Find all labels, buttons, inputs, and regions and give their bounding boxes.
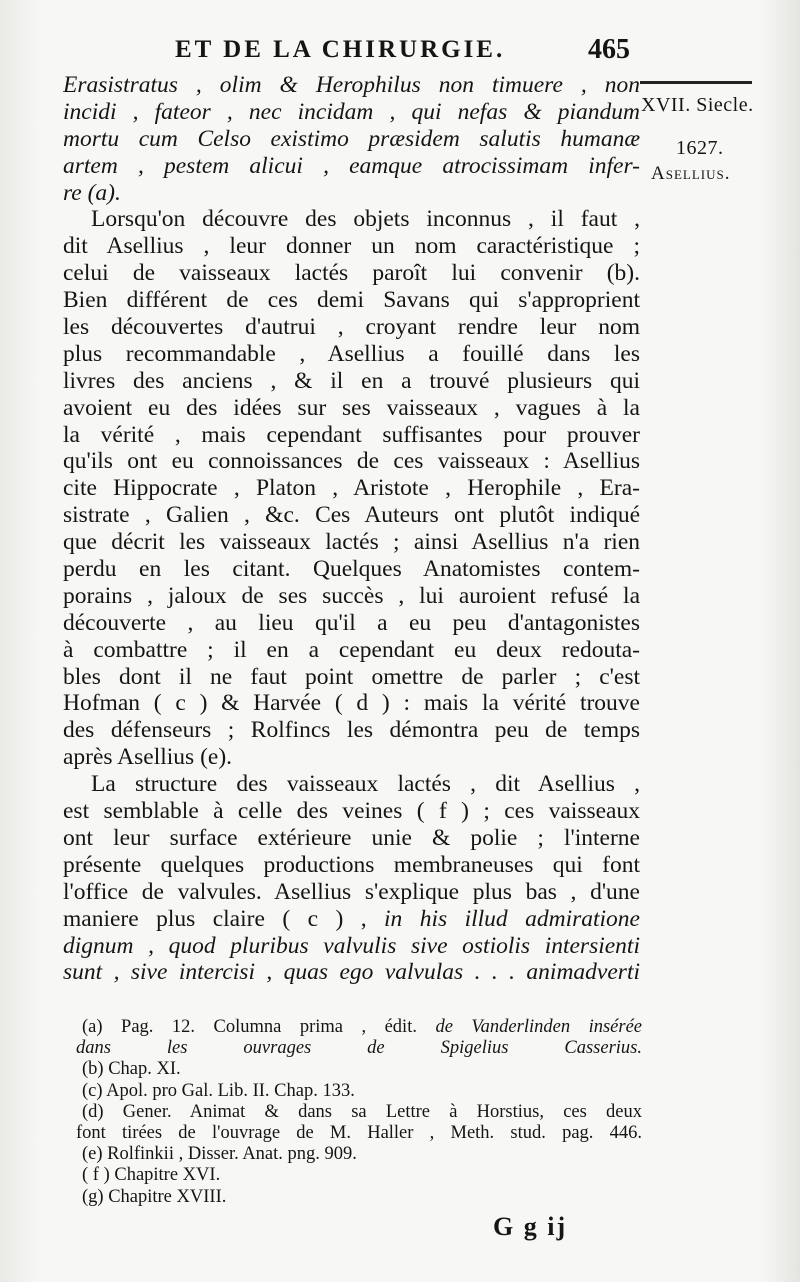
- main-text-block: [63, 72, 640, 986]
- text-line: cite Hippocrate , Platon , Aristote , Herophile , Era-: [63, 475, 640, 502]
- text-line: porains , jaloux de ses succès , lui auroient refusé la: [63, 582, 640, 609]
- text-line: plus recommandable , Asellius a fouillé dans les: [63, 340, 640, 367]
- footnote-roman: (e) Rolfinkii , Disser. Anat. png. 909.: [82, 1144, 357, 1165]
- text-line: La structure des vaisseaux lactés , dit Asellius ,: [91, 771, 640, 798]
- footnotes-block: [76, 1017, 642, 1208]
- footnote-italic: de Vanderlinden insérée: [435, 1017, 642, 1037]
- text-line: sistrate , Galien , &c. Ces Auteurs ont plutôt indiqué: [63, 502, 640, 529]
- text-line: la vérité , mais cependant suffisantes pour prouver: [63, 421, 640, 448]
- text-line: dignum , quod pluribus valvulis sive ostiolis intersienti: [63, 932, 640, 959]
- footnote-line: [76, 1038, 642, 1059]
- text-line: Bien différent de ces demi Savans qui s'approprient: [63, 287, 640, 314]
- text-line: après Asellius (e).: [63, 744, 233, 771]
- text-line: bles dont il ne faut point omettre de parler ; c'est: [63, 663, 640, 690]
- text-line: Lorsqu'on découvre des objets inconnus , il faut ,: [91, 206, 640, 233]
- footnote-line: [82, 1059, 642, 1080]
- text-line: artem , pestem alicui , eamque atrocissimam infer-: [63, 152, 640, 179]
- text-line: est semblable à celle des veines ( f ) ; ces vaisseaux: [63, 798, 640, 825]
- footnote-line: [82, 1102, 642, 1123]
- signature-mark: G g ij: [493, 1212, 568, 1241]
- footnote-roman: ( f ) Chapitre XVI.: [82, 1165, 221, 1186]
- running-header: ET DE LA CHIRURGIE.: [175, 36, 506, 63]
- footnote-line: [82, 1081, 642, 1102]
- footnote-line: [76, 1123, 642, 1144]
- margin-note-century: XVII. Siecle.: [641, 94, 754, 116]
- footnote-line: [82, 1017, 642, 1038]
- text-line: sunt , sive intercisi , quas ego valvulas . . . animadverti: [63, 959, 640, 986]
- footnote-italic: dans les ouvrages de Spigelius Casserius.: [76, 1038, 642, 1059]
- footnote-line: [82, 1165, 642, 1186]
- text-line-italic: in his illud admiratione: [384, 905, 640, 932]
- text-line: perdu en les citant. Quelques Anatomistes contem-: [63, 556, 640, 583]
- footnote-roman: (g) Chapitre XVIII.: [82, 1186, 227, 1207]
- text-line: découverte , au lieu qu'il a eu peu d'antagonistes: [63, 609, 640, 636]
- text-line-roman: maniere plus claire ( c ) ,: [63, 905, 385, 932]
- text-line: l'office de valvules. Asellius s'explique plus bas , d'une: [63, 878, 640, 905]
- text-line: présente quelques productions membraneuses qui font: [63, 851, 640, 878]
- footnote-roman: font tirées de l'ouvrage de M. Haller , Meth. stud. pag. 446.: [76, 1122, 642, 1143]
- text-line: celui de vaisseaux lactés paroît lui convenir (b).: [63, 260, 640, 287]
- text-line: Hofman ( c ) & Harvée ( d ) : mais la vérité trouve: [63, 690, 640, 717]
- text-line: [63, 906, 640, 933]
- footnote-roman: (d) Gener. Animat & dans sa Lettre à Horstius, ces deux: [82, 1101, 642, 1122]
- footnote-roman: (b) Chap. XI.: [82, 1059, 181, 1080]
- text-line: ont leur surface extérieure unie & polie ; l'interne: [63, 824, 640, 851]
- text-line: livres des anciens , & il en a trouvé plusieurs qui: [63, 367, 640, 394]
- text-line: à combattre ; il en a cependant eu deux redouta-: [63, 636, 640, 663]
- page-number: 465: [588, 34, 630, 65]
- footnote-roman: (a) Pag. 12. Columna prima , édit.: [82, 1017, 436, 1037]
- text-line: Erasistratus , olim & Herophilus non timuere , non: [63, 72, 640, 98]
- margin-note-year: 1627.: [676, 137, 724, 159]
- text-line: incidi , fateor , nec incidam , qui nefas & piandum: [63, 98, 640, 125]
- footnote-line: [82, 1144, 642, 1165]
- text-line: les découvertes d'autrui , croyant rendre leur nom: [63, 314, 640, 341]
- text-line: re (a).: [63, 179, 121, 206]
- text-line: qu'ils ont eu connoissances de ces vaisseaux : Asellius: [63, 448, 640, 475]
- footnote-roman: (c) Apol. pro Gal. Lib. II. Chap. 133.: [82, 1080, 355, 1101]
- text-line: dit Asellius , leur donner un nom caractéristique ;: [63, 233, 640, 260]
- text-line: avoient eu des idées sur ses vaisseaux , vagues à la: [63, 394, 640, 421]
- header-rule: [640, 81, 752, 84]
- text-line: des défenseurs ; Rolfincs les démontra peu de temps: [63, 717, 640, 744]
- footnote-line: [82, 1187, 642, 1208]
- margin-note-name: Asellius.: [651, 163, 731, 184]
- text-line: que décrit les vaisseaux lactés ; ainsi Asellius n'a rien: [63, 529, 640, 556]
- text-line: mortu cum Celso existimo præsidem salutis humanæ: [63, 125, 640, 152]
